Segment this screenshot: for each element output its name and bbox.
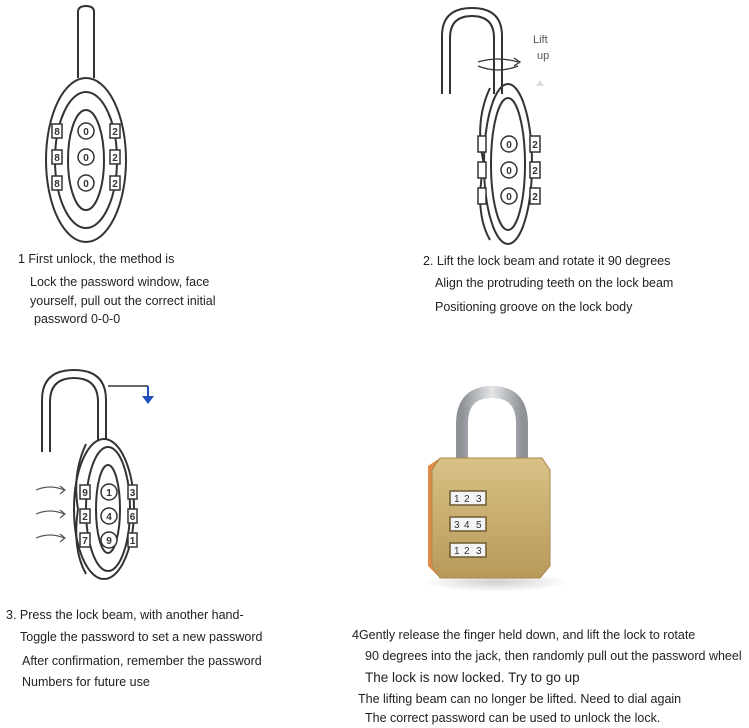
step2-digit-right-2: 2 — [532, 166, 538, 177]
step2-digit-center-3: 0 — [506, 192, 512, 203]
step2-title: 2. Lift the lock beam and rotate it 90 degrees — [423, 254, 671, 268]
step2-digit-right-3: 2 — [532, 192, 538, 203]
step4-brass-padlock-image — [410, 380, 570, 595]
step4-wheel-2-digit-1: 3 — [454, 520, 460, 531]
step2-digit-center-2: 0 — [506, 166, 512, 177]
step1-digit-left-3: 8 — [54, 179, 60, 190]
step1-digit-left-2: 8 — [54, 153, 60, 164]
step2-annotation-lift: Lift — [533, 34, 548, 46]
step2-line-2: Positioning groove on the lock body — [435, 300, 633, 314]
step3-digit-center-3: 9 — [106, 536, 112, 547]
step3-digit-center-1: 1 — [106, 488, 112, 499]
step1-digit-left-1: 8 — [54, 127, 60, 138]
step1-lock-diagram — [40, 2, 150, 247]
step4-wheel-3-digit-1: 1 — [454, 546, 460, 557]
step1-title: 1 First unlock, the method is — [18, 252, 175, 266]
step2-digit-center-1: 0 — [506, 140, 512, 151]
step1-line-2: yourself, pull out the correct initial — [30, 294, 216, 308]
step3-digit-right-1: 3 — [129, 488, 136, 499]
step4-title: 4Gently release the finger held down, and lift the lock to rotate — [352, 628, 696, 642]
step3-digit-left-2: 2 — [82, 512, 88, 523]
step1-digit-right-2: 2 — [112, 153, 118, 164]
step3-digit-right-2: 6 — [129, 512, 136, 523]
step2-annotation-up: up — [537, 50, 550, 62]
step1-digit-right-1: 2 — [112, 127, 118, 138]
up-arrow-icon — [536, 80, 544, 86]
step4-wheel-1-digit-2: 2 — [464, 494, 470, 505]
step3-line-3: Numbers for future use — [22, 675, 150, 689]
step3-digit-left-1: 9 — [82, 488, 88, 499]
step4-wheel-2-digit-3: 5 — [476, 520, 482, 531]
step1-digit-center-1: 0 — [83, 127, 89, 138]
step3-line-2: After confirmation, remember the password — [22, 654, 262, 668]
step4-wheel-1-digit-3: 3 — [476, 494, 482, 505]
step4-wheel-1-digit-1: 1 — [454, 494, 460, 505]
step4-wheel-3-digit-2: 2 — [464, 546, 470, 557]
step3-digit-left-3: 7 — [82, 536, 88, 547]
step3-line-1: Toggle the password to set a new password — [20, 630, 263, 644]
step1-digit-center-3: 0 — [83, 179, 89, 190]
rotate-wheel-arrows-icon — [36, 486, 65, 542]
step2-lock-diagram — [430, 2, 570, 247]
step4-line-2: The lock is now locked. Try to go up — [365, 670, 580, 685]
step3-title: 3. Press the lock beam, with another hand- — [6, 608, 244, 622]
step4-line-3: The lifting beam can no longer be lifted. Need to dial again — [358, 692, 682, 706]
step4-line-1: 90 degrees into the jack, then randomly pull out the password wheel — [365, 649, 742, 663]
push-down-arrow-icon — [108, 386, 154, 404]
step4-line-4: The correct password can be used to unlock the lock. — [365, 711, 661, 725]
step1-digit-center-2: 0 — [83, 153, 89, 164]
step2-line-1: Align the protruding teeth on the lock beam — [435, 276, 674, 290]
step2-digit-right-1: 2 — [532, 140, 538, 151]
step1-line-1: Lock the password window, face — [30, 275, 210, 289]
step3-lock-diagram — [28, 364, 168, 584]
step3-digit-right-3: 1 — [129, 536, 136, 547]
step1-digit-right-3: 2 — [112, 179, 118, 190]
step1-line-3: password 0-0-0 — [34, 312, 121, 326]
step4-wheel-2-digit-2: 4 — [464, 520, 470, 531]
step4-wheel-3-digit-3: 3 — [476, 546, 482, 557]
step3-digit-center-2: 4 — [106, 512, 112, 523]
